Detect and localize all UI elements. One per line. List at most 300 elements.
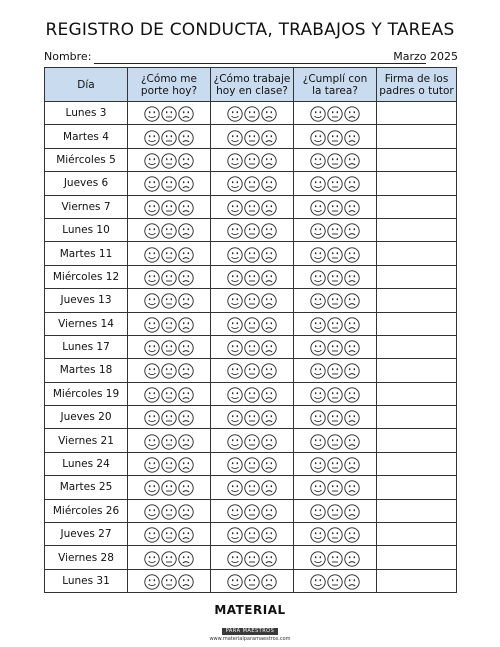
- neutral-face-icon[interactable]: [161, 340, 177, 356]
- neutral-face-icon[interactable]: [161, 363, 177, 379]
- table-row: [45, 125, 457, 148]
- classwork-faces: [211, 102, 294, 125]
- sad-face-icon[interactable]: [261, 551, 277, 567]
- signature-cell[interactable]: [377, 359, 457, 382]
- sad-face-icon[interactable]: [344, 340, 360, 356]
- table-row: [45, 312, 457, 335]
- neutral-face-icon[interactable]: [161, 551, 177, 567]
- sad-face-icon[interactable]: [261, 106, 277, 122]
- happy-face-icon[interactable]: [144, 434, 160, 450]
- happy-face-icon[interactable]: [227, 130, 243, 146]
- classwork-faces: [211, 523, 294, 546]
- classwork-faces: [211, 265, 294, 288]
- sad-face-icon[interactable]: [178, 106, 194, 122]
- neutral-face-icon[interactable]: [244, 434, 260, 450]
- homework-faces: [294, 195, 377, 218]
- table-row: [45, 523, 457, 546]
- neutral-face-icon[interactable]: [244, 574, 260, 590]
- table-row: [45, 172, 457, 195]
- classwork-faces: [211, 335, 294, 358]
- table-row: [45, 406, 457, 429]
- sad-face-icon[interactable]: [344, 504, 360, 520]
- sad-face-icon[interactable]: [344, 223, 360, 239]
- happy-face-icon[interactable]: [310, 504, 326, 520]
- homework-faces: [294, 359, 377, 382]
- table-row: [45, 452, 457, 475]
- table-row: [45, 359, 457, 382]
- table-row: [45, 569, 457, 592]
- happy-face-icon[interactable]: [310, 153, 326, 169]
- sad-face-icon[interactable]: [178, 200, 194, 216]
- classwork-faces: [211, 569, 294, 592]
- signature-cell[interactable]: [377, 148, 457, 171]
- sad-face-icon[interactable]: [261, 363, 277, 379]
- neutral-face-icon[interactable]: [161, 317, 177, 333]
- day-cell: Viernes 14: [45, 312, 128, 335]
- day-cell: Jueves 13: [45, 289, 128, 312]
- day-cell: Miércoles 26: [45, 499, 128, 522]
- signature-cell[interactable]: [377, 406, 457, 429]
- neutral-face-icon[interactable]: [161, 153, 177, 169]
- neutral-face-icon[interactable]: [327, 527, 343, 543]
- signature-cell[interactable]: [377, 312, 457, 335]
- sad-face-icon[interactable]: [344, 551, 360, 567]
- happy-face-icon[interactable]: [227, 176, 243, 192]
- sad-face-icon[interactable]: [344, 247, 360, 263]
- classwork-faces: [211, 218, 294, 241]
- table-row: [45, 382, 457, 405]
- neutral-face-icon[interactable]: [327, 200, 343, 216]
- sad-face-icon[interactable]: [344, 200, 360, 216]
- happy-face-icon[interactable]: [144, 574, 160, 590]
- neutral-face-icon[interactable]: [327, 434, 343, 450]
- day-cell: Jueves 20: [45, 406, 128, 429]
- day-cell: Lunes 31: [45, 569, 128, 592]
- neutral-face-icon[interactable]: [244, 200, 260, 216]
- header-day: Día: [45, 68, 128, 102]
- signature-cell[interactable]: [377, 429, 457, 452]
- sad-face-icon[interactable]: [261, 317, 277, 333]
- behavior-faces: [128, 406, 211, 429]
- sad-face-icon[interactable]: [261, 223, 277, 239]
- signature-cell[interactable]: [377, 242, 457, 265]
- behavior-faces: [128, 265, 211, 288]
- behavior-faces: [128, 382, 211, 405]
- happy-face-icon[interactable]: [310, 176, 326, 192]
- sad-face-icon[interactable]: [178, 340, 194, 356]
- happy-face-icon[interactable]: [310, 387, 326, 403]
- neutral-face-icon[interactable]: [244, 340, 260, 356]
- neutral-face-icon[interactable]: [161, 480, 177, 496]
- behavior-faces: [128, 195, 211, 218]
- neutral-face-icon[interactable]: [161, 106, 177, 122]
- neutral-face-icon[interactable]: [327, 387, 343, 403]
- sad-face-icon[interactable]: [261, 480, 277, 496]
- sad-face-icon[interactable]: [344, 387, 360, 403]
- homework-faces: [294, 265, 377, 288]
- happy-face-icon[interactable]: [144, 176, 160, 192]
- table-row: [45, 218, 457, 241]
- sad-face-icon[interactable]: [344, 106, 360, 122]
- happy-face-icon[interactable]: [227, 270, 243, 286]
- neutral-face-icon[interactable]: [327, 270, 343, 286]
- sad-face-icon[interactable]: [261, 410, 277, 426]
- sad-face-icon[interactable]: [261, 434, 277, 450]
- signature-cell[interactable]: [377, 218, 457, 241]
- homework-faces: [294, 242, 377, 265]
- signature-cell[interactable]: [377, 195, 457, 218]
- happy-face-icon[interactable]: [227, 363, 243, 379]
- sad-face-icon[interactable]: [261, 340, 277, 356]
- sad-face-icon[interactable]: [344, 317, 360, 333]
- sad-face-icon[interactable]: [178, 223, 194, 239]
- sad-face-icon[interactable]: [261, 270, 277, 286]
- sad-face-icon[interactable]: [344, 363, 360, 379]
- neutral-face-icon[interactable]: [327, 106, 343, 122]
- neutral-face-icon[interactable]: [327, 551, 343, 567]
- neutral-face-icon[interactable]: [161, 457, 177, 473]
- signature-cell[interactable]: [377, 265, 457, 288]
- logo-main-text: MATERIAL: [214, 603, 286, 617]
- happy-face-icon[interactable]: [227, 153, 243, 169]
- classwork-faces: [211, 195, 294, 218]
- happy-face-icon[interactable]: [310, 293, 326, 309]
- behavior-faces: [128, 218, 211, 241]
- neutral-face-icon[interactable]: [161, 130, 177, 146]
- table-row: [45, 102, 457, 125]
- neutral-face-icon[interactable]: [327, 130, 343, 146]
- neutral-face-icon[interactable]: [327, 363, 343, 379]
- neutral-face-icon[interactable]: [161, 223, 177, 239]
- happy-face-icon[interactable]: [310, 480, 326, 496]
- homework-faces: [294, 523, 377, 546]
- behavior-faces: [128, 172, 211, 195]
- logo-url-text: www.materialparamaestros.com: [209, 636, 291, 642]
- sad-face-icon[interactable]: [178, 504, 194, 520]
- happy-face-icon[interactable]: [227, 410, 243, 426]
- day-cell: Lunes 17: [45, 335, 128, 358]
- happy-face-icon[interactable]: [227, 480, 243, 496]
- signature-cell[interactable]: [377, 125, 457, 148]
- sad-face-icon[interactable]: [261, 176, 277, 192]
- happy-face-icon[interactable]: [227, 457, 243, 473]
- behavior-faces: [128, 569, 211, 592]
- happy-face-icon[interactable]: [310, 527, 326, 543]
- sad-face-icon[interactable]: [178, 293, 194, 309]
- happy-face-icon[interactable]: [310, 363, 326, 379]
- table-row: [45, 148, 457, 171]
- sad-face-icon[interactable]: [344, 527, 360, 543]
- happy-face-icon[interactable]: [144, 387, 160, 403]
- happy-face-icon[interactable]: [144, 293, 160, 309]
- happy-face-icon[interactable]: [310, 223, 326, 239]
- sad-face-icon[interactable]: [178, 457, 194, 473]
- classwork-faces: [211, 476, 294, 499]
- classwork-faces: [211, 242, 294, 265]
- signature-cell[interactable]: [377, 172, 457, 195]
- sad-face-icon[interactable]: [261, 247, 277, 263]
- classwork-faces: [211, 429, 294, 452]
- homework-faces: [294, 172, 377, 195]
- neutral-face-icon[interactable]: [244, 527, 260, 543]
- sad-face-icon[interactable]: [178, 480, 194, 496]
- signature-cell[interactable]: [377, 289, 457, 312]
- neutral-face-icon[interactable]: [244, 153, 260, 169]
- homework-faces: [294, 289, 377, 312]
- happy-face-icon[interactable]: [227, 504, 243, 520]
- day-cell: Martes 18: [45, 359, 128, 382]
- behavior-faces: [128, 312, 211, 335]
- header-signature: Firma de los padres o tutor: [377, 68, 457, 102]
- neutral-face-icon[interactable]: [327, 223, 343, 239]
- classwork-faces: [211, 289, 294, 312]
- sad-face-icon[interactable]: [344, 457, 360, 473]
- sad-face-icon[interactable]: [178, 434, 194, 450]
- happy-face-icon[interactable]: [144, 551, 160, 567]
- happy-face-icon[interactable]: [227, 527, 243, 543]
- happy-face-icon[interactable]: [227, 106, 243, 122]
- happy-face-icon[interactable]: [227, 340, 243, 356]
- classwork-faces: [211, 382, 294, 405]
- happy-face-icon[interactable]: [144, 480, 160, 496]
- day-cell: Miércoles 12: [45, 265, 128, 288]
- happy-face-icon[interactable]: [144, 106, 160, 122]
- behavior-faces: [128, 125, 211, 148]
- happy-face-icon[interactable]: [144, 270, 160, 286]
- signature-cell[interactable]: [377, 476, 457, 499]
- happy-face-icon[interactable]: [310, 130, 326, 146]
- signature-cell[interactable]: [377, 452, 457, 475]
- record-table: [44, 67, 457, 593]
- happy-face-icon[interactable]: [310, 340, 326, 356]
- behavior-faces: [128, 359, 211, 382]
- neutral-face-icon[interactable]: [244, 106, 260, 122]
- sad-face-icon[interactable]: [261, 574, 277, 590]
- happy-face-icon[interactable]: [227, 574, 243, 590]
- classwork-faces: [211, 148, 294, 171]
- happy-face-icon[interactable]: [310, 574, 326, 590]
- neutral-face-icon[interactable]: [161, 387, 177, 403]
- happy-face-icon[interactable]: [310, 200, 326, 216]
- happy-face-icon[interactable]: [144, 527, 160, 543]
- sad-face-icon[interactable]: [344, 293, 360, 309]
- happy-face-icon[interactable]: [227, 223, 243, 239]
- sad-face-icon[interactable]: [178, 317, 194, 333]
- behavior-faces: [128, 335, 211, 358]
- neutral-face-icon[interactable]: [244, 457, 260, 473]
- neutral-face-icon[interactable]: [244, 480, 260, 496]
- happy-face-icon[interactable]: [227, 551, 243, 567]
- homework-faces: [294, 382, 377, 405]
- neutral-face-icon[interactable]: [161, 176, 177, 192]
- classwork-faces: [211, 172, 294, 195]
- sad-face-icon[interactable]: [178, 410, 194, 426]
- neutral-face-icon[interactable]: [244, 247, 260, 263]
- neutral-face-icon[interactable]: [244, 363, 260, 379]
- neutral-face-icon[interactable]: [327, 153, 343, 169]
- neutral-face-icon[interactable]: [327, 457, 343, 473]
- sad-face-icon[interactable]: [178, 270, 194, 286]
- sad-face-icon[interactable]: [344, 130, 360, 146]
- sad-face-icon[interactable]: [344, 480, 360, 496]
- table-header-row: [45, 68, 457, 102]
- day-cell: Jueves 6: [45, 172, 128, 195]
- homework-faces: [294, 499, 377, 522]
- neutral-face-icon[interactable]: [327, 504, 343, 520]
- table-row: [45, 335, 457, 358]
- sad-face-icon[interactable]: [178, 551, 194, 567]
- signature-cell[interactable]: [377, 569, 457, 592]
- sad-face-icon[interactable]: [344, 153, 360, 169]
- signature-cell[interactable]: [377, 546, 457, 569]
- neutral-face-icon[interactable]: [161, 434, 177, 450]
- happy-face-icon[interactable]: [144, 410, 160, 426]
- behavior-faces: [128, 242, 211, 265]
- happy-face-icon[interactable]: [144, 130, 160, 146]
- happy-face-icon[interactable]: [227, 387, 243, 403]
- neutral-face-icon[interactable]: [161, 293, 177, 309]
- neutral-face-icon[interactable]: [327, 317, 343, 333]
- homework-faces: [294, 102, 377, 125]
- homework-faces: [294, 406, 377, 429]
- happy-face-icon[interactable]: [310, 551, 326, 567]
- happy-face-icon[interactable]: [144, 340, 160, 356]
- happy-face-icon[interactable]: [227, 247, 243, 263]
- neutral-face-icon[interactable]: [244, 130, 260, 146]
- happy-face-icon[interactable]: [310, 410, 326, 426]
- neutral-face-icon[interactable]: [161, 574, 177, 590]
- happy-face-icon[interactable]: [144, 153, 160, 169]
- happy-face-icon[interactable]: [227, 293, 243, 309]
- table-row: [45, 195, 457, 218]
- sad-face-icon[interactable]: [261, 293, 277, 309]
- sad-face-icon[interactable]: [261, 527, 277, 543]
- neutral-face-icon[interactable]: [161, 247, 177, 263]
- signature-cell[interactable]: [377, 102, 457, 125]
- homework-faces: [294, 218, 377, 241]
- sad-face-icon[interactable]: [344, 574, 360, 590]
- neutral-face-icon[interactable]: [244, 387, 260, 403]
- neutral-face-icon[interactable]: [244, 176, 260, 192]
- header-homework: ¿Cumplí con la tarea?: [294, 68, 377, 102]
- sad-face-icon[interactable]: [178, 153, 194, 169]
- classwork-faces: [211, 452, 294, 475]
- happy-face-icon[interactable]: [227, 200, 243, 216]
- happy-face-icon[interactable]: [310, 434, 326, 450]
- sad-face-icon[interactable]: [178, 247, 194, 263]
- neutral-face-icon[interactable]: [244, 270, 260, 286]
- sad-face-icon[interactable]: [261, 200, 277, 216]
- happy-face-icon[interactable]: [144, 457, 160, 473]
- day-cell: Martes 25: [45, 476, 128, 499]
- signature-cell[interactable]: [377, 499, 457, 522]
- homework-faces: [294, 476, 377, 499]
- sad-face-icon[interactable]: [261, 130, 277, 146]
- sad-face-icon[interactable]: [261, 504, 277, 520]
- neutral-face-icon[interactable]: [327, 293, 343, 309]
- name-field-line[interactable]: [94, 63, 426, 64]
- day-cell: Viernes 21: [45, 429, 128, 452]
- neutral-face-icon[interactable]: [327, 574, 343, 590]
- behavior-faces: [128, 499, 211, 522]
- neutral-face-icon[interactable]: [161, 410, 177, 426]
- neutral-face-icon[interactable]: [327, 340, 343, 356]
- happy-face-icon[interactable]: [310, 457, 326, 473]
- sad-face-icon[interactable]: [261, 457, 277, 473]
- sad-face-icon[interactable]: [344, 410, 360, 426]
- signature-cell[interactable]: [377, 382, 457, 405]
- sad-face-icon[interactable]: [178, 363, 194, 379]
- day-cell: Lunes 10: [45, 218, 128, 241]
- sad-face-icon[interactable]: [344, 270, 360, 286]
- sad-face-icon[interactable]: [178, 130, 194, 146]
- happy-face-icon[interactable]: [144, 504, 160, 520]
- sad-face-icon[interactable]: [344, 176, 360, 192]
- happy-face-icon[interactable]: [144, 317, 160, 333]
- sad-face-icon[interactable]: [178, 574, 194, 590]
- name-row: [44, 50, 458, 66]
- name-label: Nombre:: [44, 50, 92, 63]
- neutral-face-icon[interactable]: [244, 293, 260, 309]
- month-label: Marzo 2025: [393, 50, 458, 63]
- happy-face-icon[interactable]: [310, 270, 326, 286]
- day-cell: Martes 11: [45, 242, 128, 265]
- happy-face-icon[interactable]: [144, 200, 160, 216]
- happy-face-icon[interactable]: [144, 223, 160, 239]
- day-cell: Miércoles 5: [45, 148, 128, 171]
- homework-faces: [294, 312, 377, 335]
- happy-face-icon[interactable]: [310, 106, 326, 122]
- neutral-face-icon[interactable]: [161, 527, 177, 543]
- signature-cell[interactable]: [377, 523, 457, 546]
- table-row: [45, 546, 457, 569]
- sad-face-icon[interactable]: [261, 387, 277, 403]
- day-cell: Lunes 24: [45, 452, 128, 475]
- neutral-face-icon[interactable]: [161, 200, 177, 216]
- neutral-face-icon[interactable]: [244, 317, 260, 333]
- day-cell: Lunes 3: [45, 102, 128, 125]
- classwork-faces: [211, 125, 294, 148]
- happy-face-icon[interactable]: [310, 247, 326, 263]
- neutral-face-icon[interactable]: [161, 270, 177, 286]
- neutral-face-icon[interactable]: [327, 176, 343, 192]
- behavior-faces: [128, 289, 211, 312]
- neutral-face-icon[interactable]: [244, 504, 260, 520]
- neutral-face-icon[interactable]: [244, 410, 260, 426]
- header-classwork: ¿Cómo trabaje hoy en clase?: [211, 68, 294, 102]
- table-row: [45, 499, 457, 522]
- sad-face-icon[interactable]: [344, 434, 360, 450]
- happy-face-icon[interactable]: [227, 317, 243, 333]
- happy-face-icon[interactable]: [227, 434, 243, 450]
- sad-face-icon[interactable]: [178, 527, 194, 543]
- happy-face-icon[interactable]: [310, 317, 326, 333]
- behavior-faces: [128, 429, 211, 452]
- sad-face-icon[interactable]: [178, 387, 194, 403]
- neutral-face-icon[interactable]: [327, 247, 343, 263]
- neutral-face-icon[interactable]: [244, 223, 260, 239]
- sad-face-icon[interactable]: [178, 176, 194, 192]
- sad-face-icon[interactable]: [261, 153, 277, 169]
- signature-cell[interactable]: [377, 335, 457, 358]
- neutral-face-icon[interactable]: [244, 551, 260, 567]
- neutral-face-icon[interactable]: [161, 504, 177, 520]
- happy-face-icon[interactable]: [144, 247, 160, 263]
- happy-face-icon[interactable]: [144, 363, 160, 379]
- neutral-face-icon[interactable]: [327, 410, 343, 426]
- neutral-face-icon[interactable]: [327, 480, 343, 496]
- behavior-faces: [128, 102, 211, 125]
